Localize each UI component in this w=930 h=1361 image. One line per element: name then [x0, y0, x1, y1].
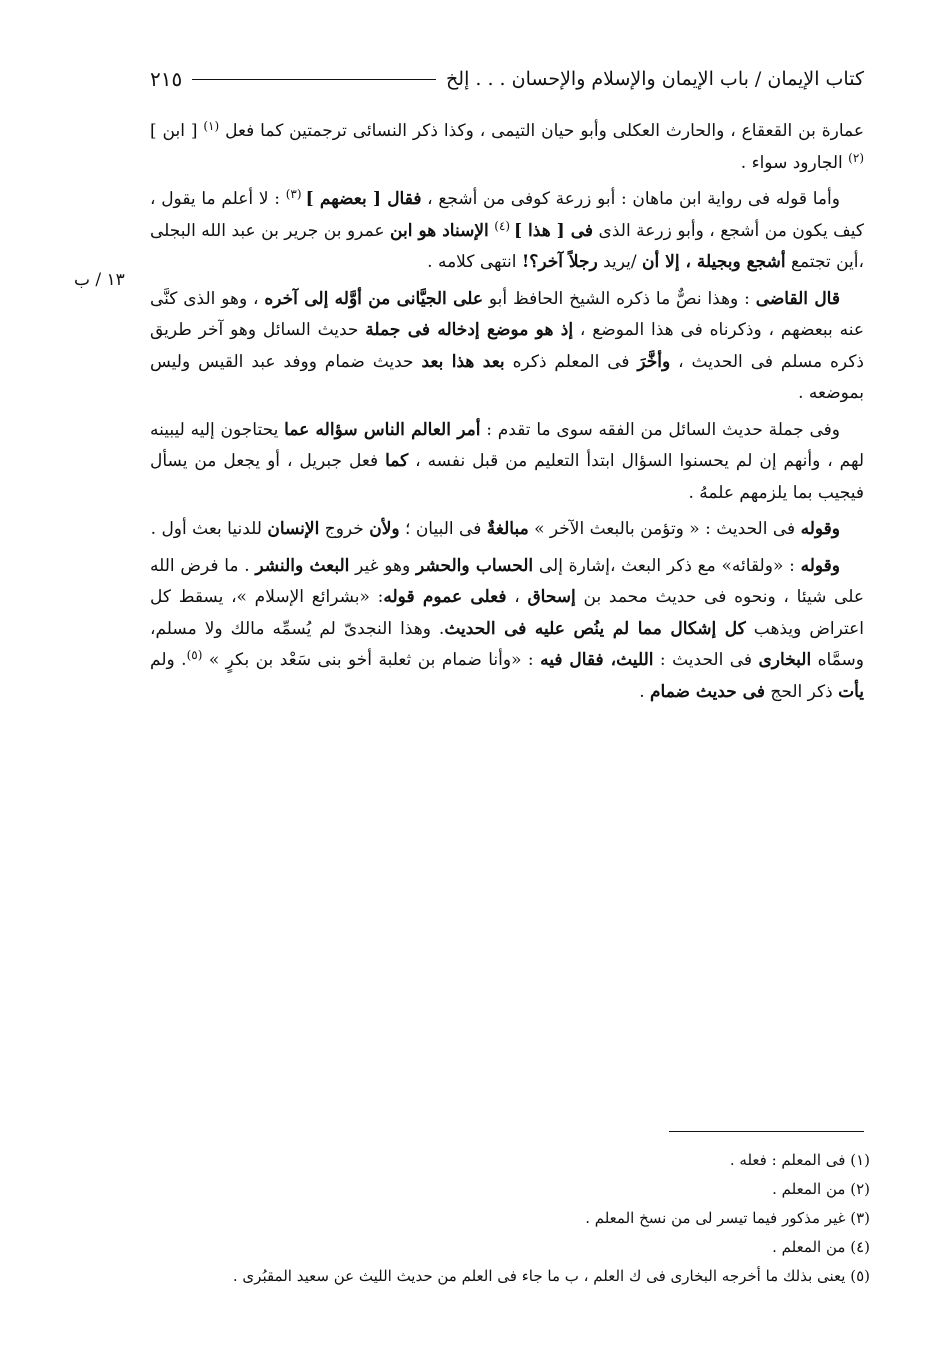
paragraph-1 — [150, 116, 864, 179]
text-span: : «بشرائع الإسلام »، يسقط كل اعتراض ويذهب — [150, 587, 864, 639]
page-number: ٢١٥ — [150, 67, 183, 91]
bold-span: قال القاضى — [755, 288, 840, 309]
footnote-ref: (٤) — [494, 218, 514, 233]
text-span: يحتاجون إليه ليبينه لهم ، وأنهم إن لم يحسنوا السؤال ابتدأ التعليم من قبل نفسه ، — [150, 419, 864, 471]
bold-span: رجلاً آخر؟! — [521, 252, 598, 272]
bold-span: كل إشكال مما لم ينُص عليه فى الحديث — [444, 618, 746, 639]
bold-span: أشجع وبجيلة ، إلا أن — [642, 252, 786, 272]
bold-span: الإسناد هو ابن — [390, 220, 489, 241]
paragraph-4 — [150, 415, 864, 510]
text-span: . ولم — [150, 650, 187, 670]
footnote-ref: (١) — [203, 119, 220, 133]
bold-span: الليث، فقال فيه — [540, 650, 654, 670]
footnote-separator — [669, 1131, 864, 1132]
text-span: فى الحديث : « وتؤمن بالبعث الآخر » — [528, 519, 801, 539]
text-span: : وهذا نصٌّ ما ذكره الشيخ الحافظ أبو — [483, 288, 756, 309]
text-span: : لا أعلم ما يقول ، كيف يكون من أشجع ، وأبو زرعة الذى — [150, 189, 864, 241]
header-title: كتاب الإيمان / باب الإيمان والإسلام والإحسان . . . إلخ — [446, 68, 864, 90]
text-span: الجارود سواء . — [740, 152, 849, 173]
bold-span: أمر العالم الناس سؤاله عما — [284, 419, 481, 440]
paragraph-2 — [150, 184, 864, 279]
paragraph-3 — [150, 284, 864, 410]
footnotes — [130, 1146, 870, 1291]
text-span: . وهذا النجدىّ لم يُسمِّه مالك ولا مسلم، وسمَّاه — [150, 618, 865, 670]
main-text — [150, 116, 864, 713]
paragraph-6 — [150, 551, 864, 709]
footnote-ref: (٥) — [186, 648, 203, 662]
bold-span: الإنسان — [267, 519, 320, 539]
footnote-5: (٥) يعنى بذلك ما أخرجه البخارى فى ك العلم ، ب ما جاء فى العلم من حديث الليث عن سعيد المقبُرى . — [232, 1267, 870, 1285]
footnote-ref: (٣) — [285, 187, 306, 201]
bold-span: على الجيَّانى من أوَّله إلى آخره — [264, 288, 484, 309]
bold-span: يأت — [838, 681, 864, 702]
text-span: حديث السائل وهو آخر طريق ذكره مسلم فى الحديث ، — [150, 320, 864, 372]
text-span: . ما فرض الله على شيئا ، ونحوه فى حديث محمد بن — [150, 555, 864, 607]
text-span: فى المعلم ذكره — [504, 351, 638, 372]
text-span: : «وأنا ضمام بن ثعلبة أخو بنى سَعْد بن بكرٍ » — [202, 650, 541, 670]
text-span: وفى جملة حديث السائل من الفقه سوى ما تقدم : — [480, 419, 840, 440]
footnote-3: (٣) غير مذكور فيما تيسر لى من نسخ المعلم . — [585, 1209, 870, 1227]
text-span: خروج — [319, 519, 370, 539]
text-span: ذكر الحج — [764, 681, 839, 702]
text-span: للدنيا بعث أول . — [150, 519, 268, 539]
text-span: عمرو بن جرير بن عبد الله البجلى ،أين تجتمع — [150, 220, 864, 272]
paragraph-5 — [150, 514, 864, 546]
bold-span: وأخَّرَ — [637, 351, 671, 372]
text-span: فى البيان ؛ — [399, 519, 487, 539]
text-span: ، — [506, 587, 528, 607]
footnote-ref: (٢) — [848, 150, 864, 165]
text-span: انتهى كلامه . — [427, 252, 522, 272]
bold-span: مبالغةٌ — [486, 519, 529, 539]
footnote-1: (١) فى المعلم : فعله . — [729, 1151, 870, 1169]
bold-span: البعث والنشر — [255, 555, 350, 576]
bold-span: الحساب والحشر — [415, 555, 534, 576]
text-span: حديث ضمام ووفد عبد القيس وليس بموضعه . — [150, 351, 864, 403]
bold-span: إسحاق — [527, 587, 576, 607]
bold-span: بعد هذا بعد — [421, 351, 505, 372]
bold-span: ولأن — [369, 519, 400, 539]
margin-folio-note: ١٣ / ب — [74, 270, 125, 290]
header-rule — [192, 79, 436, 80]
bold-span: وقوله — [800, 519, 840, 539]
text-span: فعل جبريل ، أو يجعل من يسأل فيجيب بما يلزمهم علمهُ . — [150, 451, 864, 503]
text-span: فى الحديث : — [653, 650, 759, 670]
bold-span: فقال [ بعضهم ] — [305, 189, 422, 209]
bold-span: فى حديث ضمام — [650, 681, 765, 702]
footnote-2: (٢) من المعلم . — [772, 1180, 870, 1198]
bold-span: فعلى عموم قوله — [383, 587, 507, 607]
text-span: وأما قوله فى رواية ابن ماهان : أبو زرعة كوفى من أشجع ، — [421, 189, 840, 209]
bold-span: البخارى — [758, 650, 812, 670]
text-span: . — [639, 681, 650, 702]
text-span: /يريد — [597, 252, 643, 272]
text-span: عمارة بن القعقاع ، والحارث العكلى وأبو حيان التيمى ، وكذا ذكر النسائى ترجمتين كما فعل — [219, 121, 864, 141]
text-span: [ ابن ] — [150, 121, 204, 141]
text-span: ، وهو الذى كنَّى عنه ببعضهم ، وذكرناه فى هذا الموضع ، — [150, 288, 864, 340]
bold-span: إذ هو موضع إدخاله فى جملة — [365, 320, 574, 340]
bold-span: فى [ هذا ] — [514, 220, 594, 241]
text-span: وهو غير — [349, 555, 416, 576]
text-span: : «ولقائه» مع ذكر البعث ،إشارة إلى — [533, 555, 801, 576]
bold-span: وقوله — [800, 555, 840, 576]
bold-span: كما — [385, 451, 409, 471]
footnote-4: (٤) من المعلم . — [772, 1238, 870, 1256]
running-header — [150, 64, 864, 94]
